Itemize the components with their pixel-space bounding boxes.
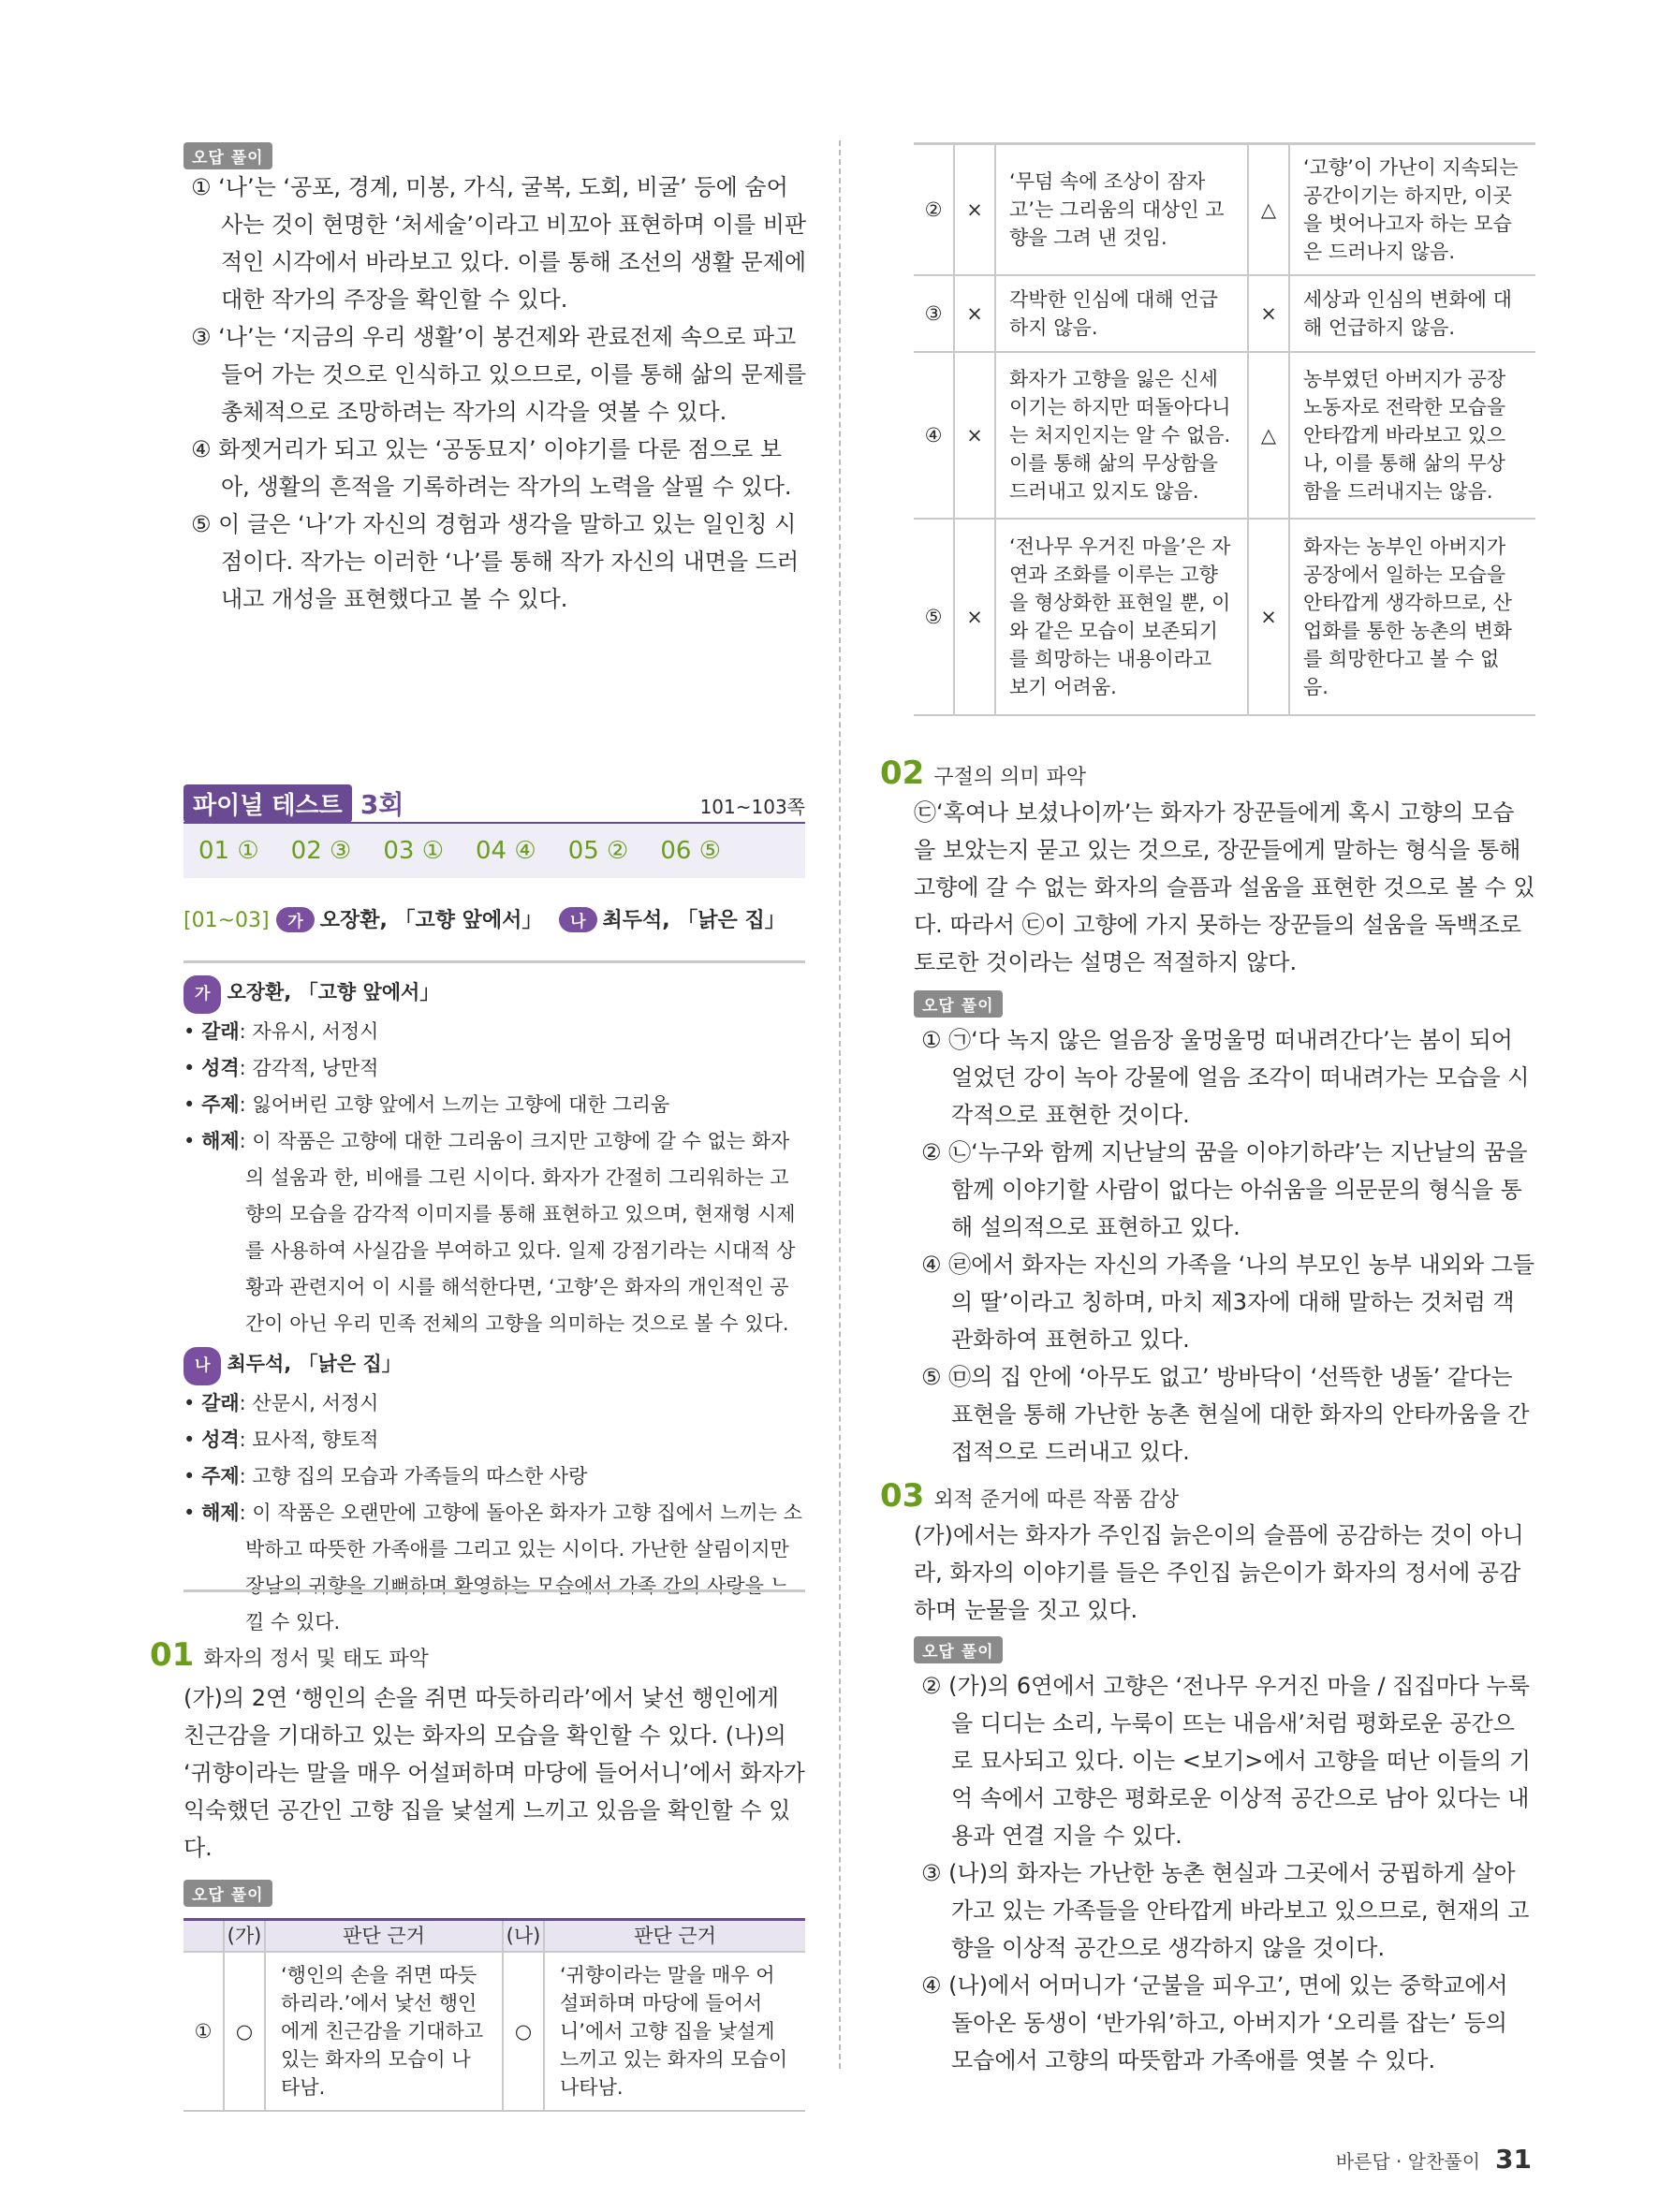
q03 bbox=[880, 1477, 1535, 2079]
q03-title: 외적 준거에 따른 작품 감상 bbox=[933, 1488, 1180, 1512]
final-test-title: 파이널 테스트 bbox=[184, 784, 352, 823]
info-row: • 갈래: 자유시, 서정시 bbox=[184, 1020, 379, 1043]
odap-item: ② ㉡‘누구와 함께 지난날의 꿈을 이야기하랴’는 지난날의 꿈을 함께 이야기할 사람이 없다는 아쉬움을 의문문의 형식을 통해 설의적으로 표현하고 있다. bbox=[921, 1139, 1528, 1240]
odap-item: ⑤ ㉤의 집 안에 ‘아무도 없고’ 방바닥이 ‘선뜩한 냉돌’ 같다는 표현을 통해 가난한 농촌 현실에 대한 화자의 안타까움을 간접적으로 드러내고 있다. bbox=[921, 1364, 1530, 1465]
odap-item: ④ 화젯거리가 되고 있는 ‘공동묘지’ 이야기를 다룬 점으로 보아, 생활의 흔적을 기록하려는 작가의 노력을 살필 수 있다. bbox=[191, 436, 792, 500]
q01-table: (가) 판단 근거 (나) 판단 근거 ① ○ ‘행인의 손을 쥐면 따듯하리라.’에서 낯선 행인에게 친근감을 기대하고 있는 화자의 모습이 나타남. ○ ‘귀향이라는 말을 매우 어설퍼하며 마당에 들어서니’에서 고향 집을 낯설게 느끼고 있는 화자의 모습이 나타남. bbox=[184, 1918, 805, 2112]
answer-item: 05 ② bbox=[567, 837, 629, 865]
q02-odap-list bbox=[921, 1021, 1535, 1471]
q01-odap-tag: 오답 풀이 bbox=[184, 1880, 805, 1907]
answer-item: 01 ① bbox=[198, 837, 259, 865]
final-test-header bbox=[184, 784, 805, 824]
answer-item: 04 ④ bbox=[476, 837, 536, 865]
q02-title: 구절의 의미 파악 bbox=[933, 766, 1087, 789]
table-row: ② × ‘무덤 속에 조상이 잠자고’는 그리움의 대상인 고향을 그려 낸 것임. △ ‘고향’이 가난이 지속되는 공간이기는 하지만, 이곳을 벗어나고자 하는 모습은 드러나지 않음. bbox=[914, 144, 1535, 275]
table-row: ④ × 화자가 고향을 잃은 신세이기는 하지만 떠돌아다니는 처지인지는 알 수 없음. 이를 통해 삶의 무상함을 드러내고 있지도 않음. △ 농부였던 아버지가 공장 노동자로 전락한 모습을 안타깝게 바라보고 있으나, 이를 통해 삶의 무상함을 드러내지는 않음. bbox=[914, 352, 1535, 519]
answer-item: 06 ⑤ bbox=[660, 837, 722, 865]
q03-odap-tag: 오답 풀이 bbox=[914, 1636, 1003, 1663]
source-line: [01~03] 가 오장환, 「고향 앞에서」 나 최두석, 「낡은 집」 bbox=[184, 909, 785, 932]
answer-bar bbox=[184, 824, 805, 878]
odap-item: ② (가)의 6연에서 고향은 ‘전나무 우거진 마을 / 집집마다 누룩을 디디는 소리, 누룩이 뜨는 내음새’처럼 평화로운 공간으로 묘사되고 있다. 이는 <보기>에서 고향을 떠난 이들의 기억 속에서 고향은 평화로운 이상적 공간으로 남아 있다는 내용과 연결 지을 수 있다. bbox=[921, 1673, 1531, 1849]
odap-item: ③ (나)의 화자는 가난한 농촌 현실과 그곳에서 궁핍하게 살아가고 있는 가족들을 안타깝게 바라보고 있으므로, 현재의 고향을 이상적 공간으로 생각하지 않을 것이다. bbox=[921, 1860, 1530, 1961]
column-divider bbox=[839, 140, 841, 2069]
answer-item: 03 ① bbox=[383, 837, 445, 865]
q03-body: (가)에서는 화자가 주인집 늙은이의 슬픔에 공감하는 것이 아니라, 화자의 이야기를 들은 주인집 늙은이가 화자의 정서에 공감하며 눈물을 짓고 있다. bbox=[914, 1522, 1524, 1623]
info-row: • 성격: 묘사적, 향토적 bbox=[184, 1428, 379, 1451]
continued-table bbox=[914, 142, 1535, 716]
q02-body: ㉢‘혹여나 보셨나이까’는 화자가 장꾼들에게 혹시 고향의 모습을 보았는지 묻고 있는 것으로, 장꾼들에게 말하는 형식을 통해 고향에 갈 수 없는 화자의 슬픔과 설움을 표현한 것으로 볼 수 있다. 따라서 ㉢이 고향에 가지 못하는 장꾼들의 설움을 독백조로 토로한 것이라는 설명은 적절하지 않다. bbox=[914, 799, 1535, 975]
final-test-pages: 101~103쪽 bbox=[699, 796, 805, 818]
table-row: ③ × 각박한 인심에 대해 언급하지 않음. × 세상과 인심의 변화에 대해 언급하지 않음. bbox=[914, 275, 1535, 352]
odap-item: ③ ‘나’는 ‘지금의 우리 생활’이 봉건제와 관료전제 속으로 파고들어 가는 것으로 인식하고 있으므로, 이를 통해 삶의 문제를 총체적으로 조망하려는 작가의 시각을 엿볼 수 있다. bbox=[191, 324, 807, 425]
info-row: • 해제: 이 작품은 오랜만에 고향에 돌아온 화자가 고향 집에서 느끼는 소박하고 따뜻한 가족애를 그리고 있는 시이다. 가난한 살림이지만 장남의 귀향을 기뻐하며 환영하는 모습에서 가족 간의 사랑을 느낄 수 있다. bbox=[184, 1502, 802, 1633]
info-row: • 갈래: 산문시, 서정시 bbox=[184, 1392, 379, 1414]
info-row: • 성격: 감각적, 낭만적 bbox=[184, 1057, 379, 1079]
odap-item: ① ‘나’는 ‘공포, 경계, 미봉, 가식, 굴복, 도회, 비굴’ 등에 숨어 사는 것이 현명한 ‘처세술’이라고 비꼬아 표현하며 이를 비판적인 시각에서 바라보고 있다. 이를 통해 조선의 생활 문제에 대한 작가의 주장을 확인할 수 있다. bbox=[191, 174, 807, 313]
odap-tag: 오답 풀이 bbox=[184, 142, 272, 169]
table-row: ⑤ × ‘전나무 우거진 마을’은 자연과 조화를 이루는 고향을 형상화한 표현일 뿐, 이와 같은 모습이 보존되기를 희망하는 내용이라고 보기 어려움. × 화자는 농부인 아버지가 공장에서 일하는 모습을 안타깝게 생각하므로, 산업화를 통한 농촌의 변화를 희망한다고 볼 수 없음. bbox=[914, 519, 1535, 715]
badge-na: 나 bbox=[559, 907, 596, 932]
odap-item: ④ (나)에서 어머니가 ‘군불을 피우고’, 면에 있는 중학교에서 돌아온 동생이 ‘반가워’하고, 아버지가 ‘오리를 잡는’ 등의 모습에서 고향의 따뜻함과 가족애를 엿볼 수 있다. bbox=[921, 1972, 1508, 2073]
q01-title: 화자의 정서 및 태도 파악 bbox=[203, 1648, 429, 1671]
info-row: • 주제: 잃어버린 고향 앞에서 느끼는 고향에 대한 그리움 bbox=[184, 1093, 670, 1116]
q02 bbox=[880, 754, 1535, 1471]
q01 bbox=[150, 1636, 805, 2112]
q02-odap-tag: 오답 풀이 bbox=[914, 990, 1003, 1018]
odap-item: ④ ㉣에서 화자는 자신의 가족을 ‘나의 부모인 농부 내외와 그들의 딸’이라고 칭하며, 마치 제3자에 대해 말하는 것처럼 객관화하여 표현하고 있다. bbox=[921, 1252, 1535, 1353]
odap-list bbox=[191, 168, 809, 618]
answer-item: 02 ③ bbox=[290, 837, 352, 865]
q03-odap-list bbox=[921, 1667, 1535, 2079]
footer-label: 바른답 · 알찬풀이 bbox=[1335, 2150, 1481, 2173]
page-number: 31 bbox=[1495, 2144, 1532, 2175]
info-box bbox=[184, 960, 805, 1633]
badge-ga: 가 bbox=[276, 907, 314, 932]
info-row: • 해제: 이 작품은 고향에 대한 그리움이 크지만 고향에 갈 수 없는 화자의 설움과 한, 비애를 그린 시이다. 화자가 간절히 그리워하는 고향의 모습을 감각적 이미지를 통해 표현하고 있으며, 현재형 시제를 사용하여 사실감을 부여하고 있다. 일제 강점기라는 시대적 상황과 관련지어 이 시를 해석한다면, ‘고향’은 화자의 개인적인 공간이 아닌 우리 민족 전체의 고향을 의미하는 것으로 볼 수 있다. bbox=[184, 1130, 796, 1335]
odap-item: ⑤ 이 글은 ‘나’가 자신의 경험과 생각을 말하고 있는 일인칭 시점이다. 작가는 이러한 ‘나’를 통해 작가 자신의 내면을 드러내고 개성을 표현했다고 볼 수 있다. bbox=[191, 511, 800, 612]
q01-number: 01 bbox=[150, 1636, 195, 1674]
q03-number: 03 bbox=[880, 1477, 925, 1515]
work-na-title: 나 최두석, 「낡은 집」 bbox=[184, 1346, 805, 1385]
page-footer bbox=[1336, 2144, 1532, 2175]
work-ga-title: 가 오장환, 「고향 앞에서」 bbox=[184, 974, 805, 1014]
q01-body: (가)의 2연 ‘행인의 손을 쥐면 따듯하리라’에서 낯선 행인에게 친근감을 기대하고 있는 화자의 모습을 확인할 수 있다. (나)의 ‘귀향이라는 말을 매우 어설퍼하며 마당에 들어서니’에서 화자가 익숙했던 공간인 고향 집을 낯설게 느끼고 있음을 확인할 수 있다. bbox=[184, 1685, 805, 1861]
q02-number: 02 bbox=[880, 754, 925, 792]
odap-item: ① ㉠‘다 녹지 않은 얼음장 울멍울멍 떠내려간다’는 봄이 되어 얼었던 강이 녹아 강물에 얼음 조각이 떠내려가는 모습을 시각적으로 표현한 것이다. bbox=[921, 1027, 1530, 1128]
final-test-round: 3회 bbox=[360, 789, 404, 820]
info-row: • 주제: 고향 집의 모습과 가족들의 따스한 사랑 bbox=[184, 1465, 588, 1487]
